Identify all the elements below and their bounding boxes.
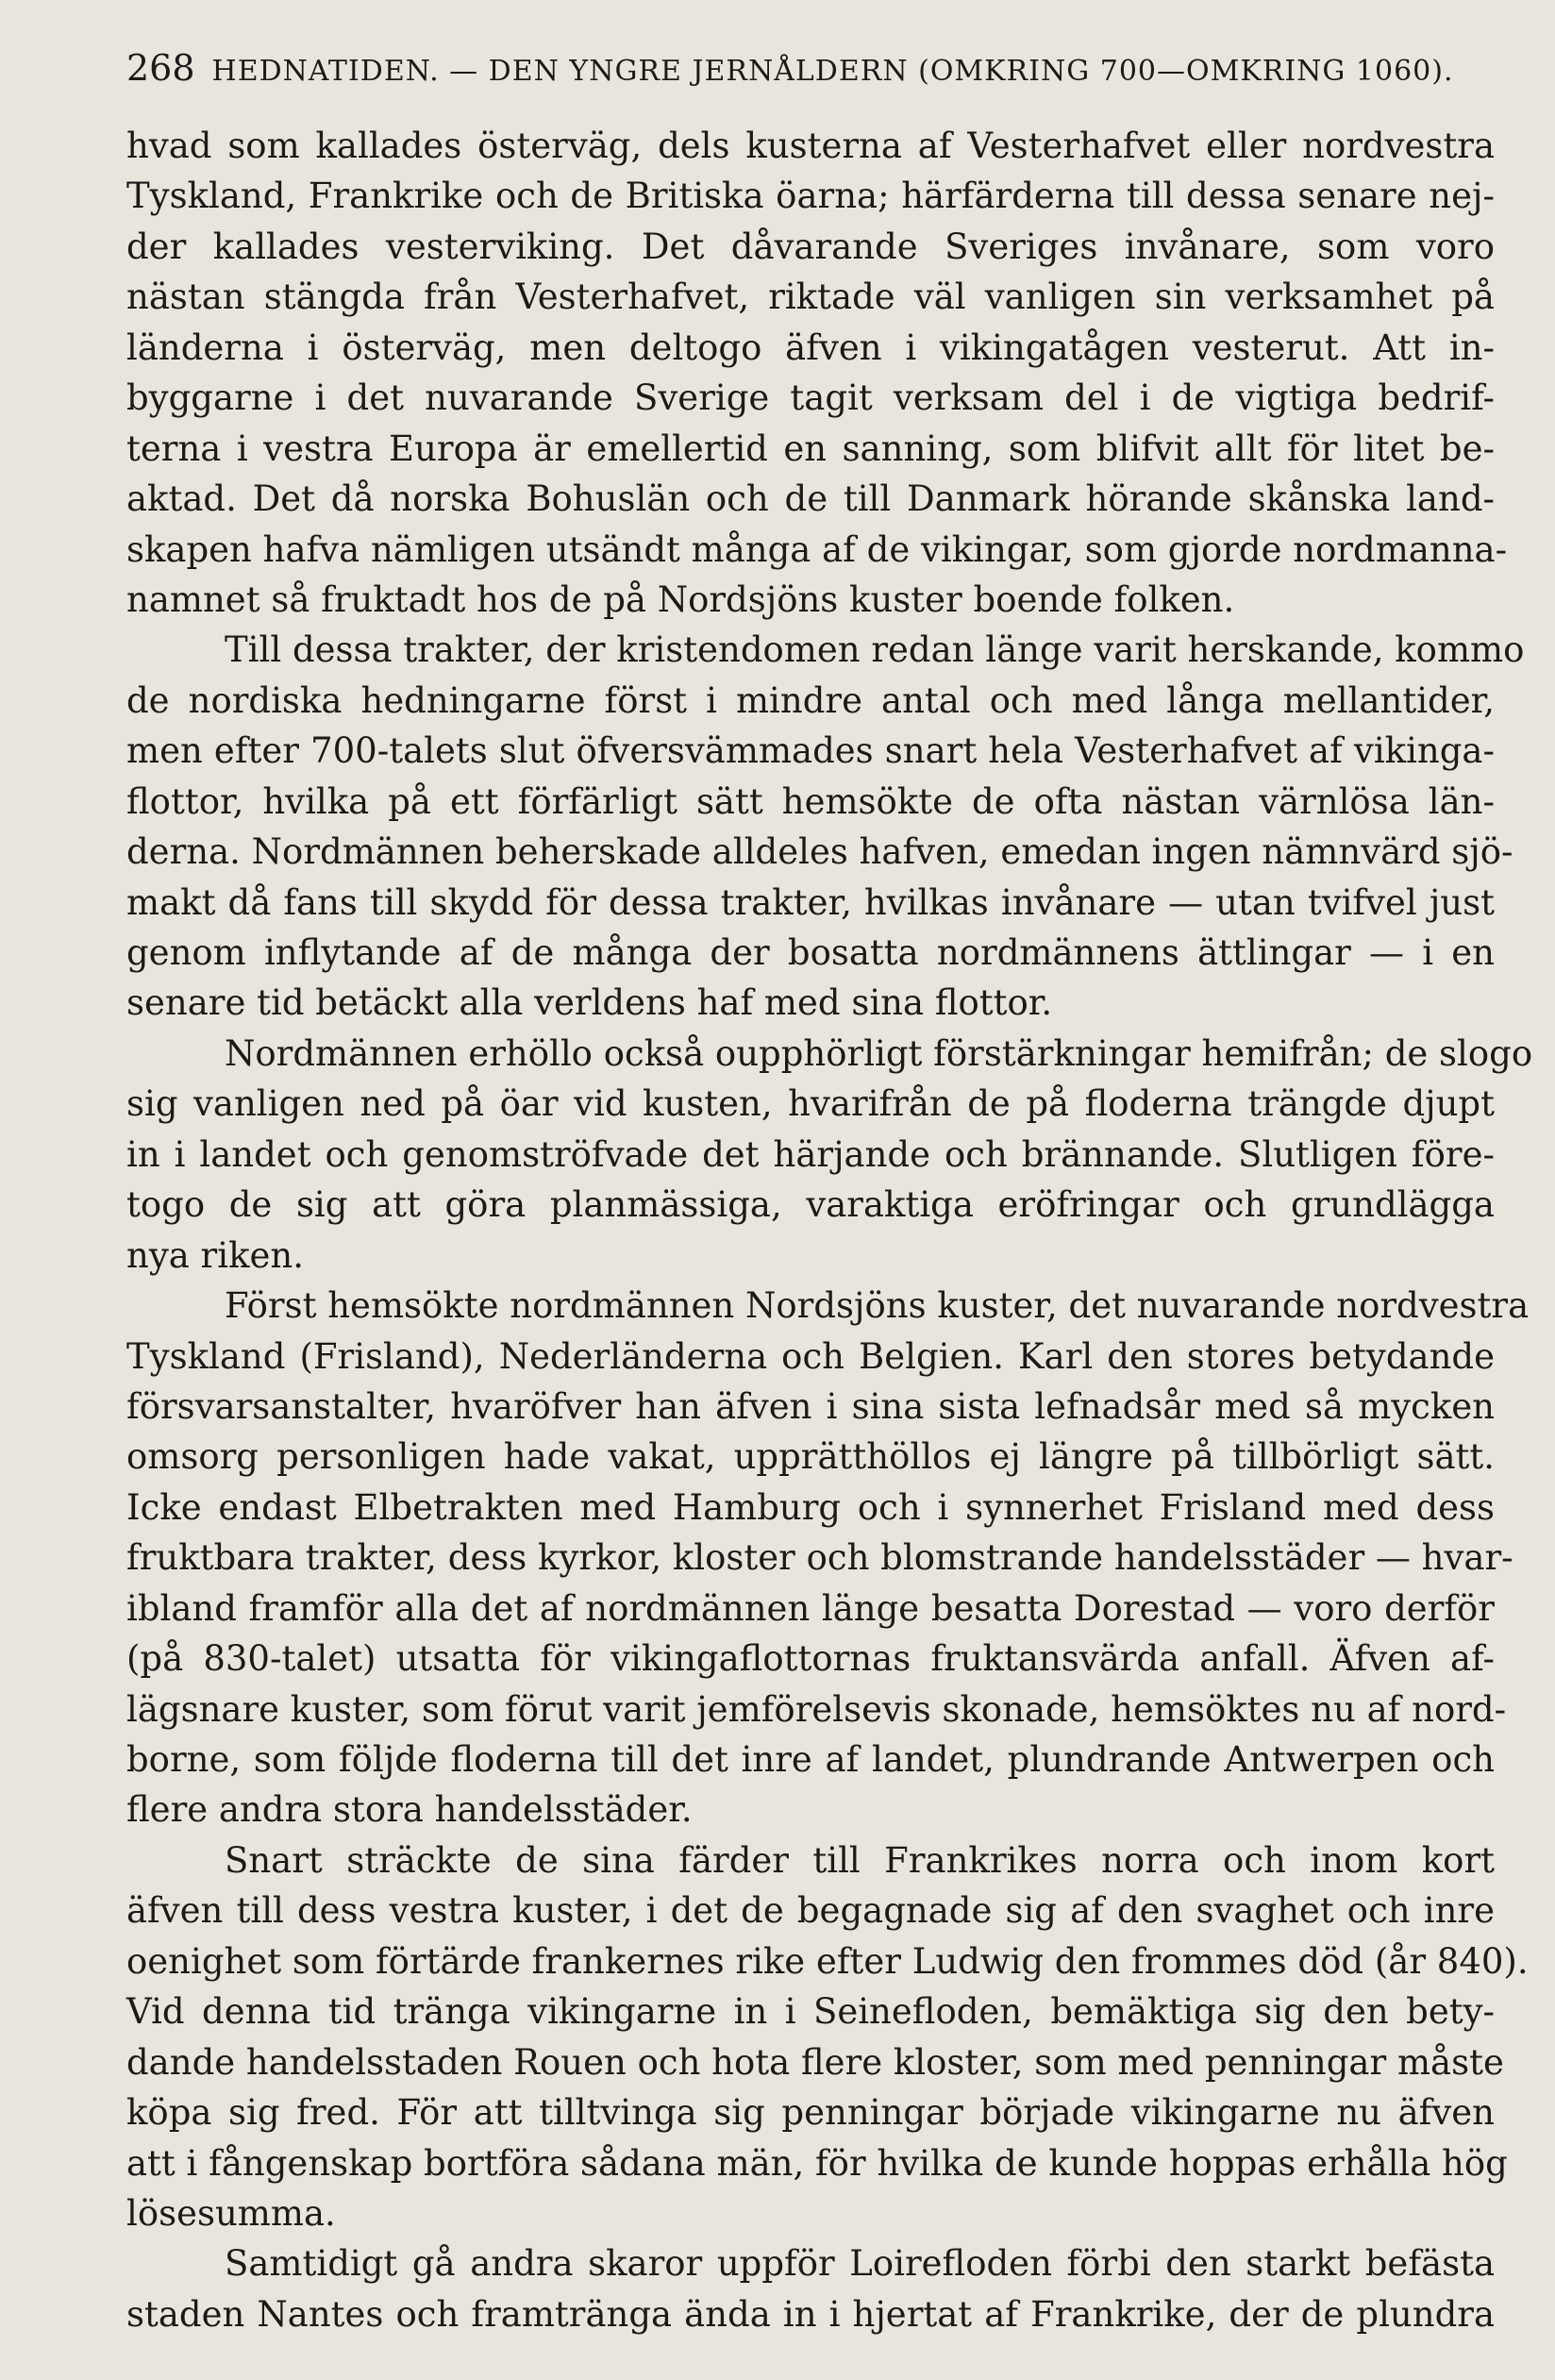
text-line: Tyskland (Frisland), Nederländerna och Belgien. Karl den stores betydande	[126, 1335, 1495, 1377]
text-line: in i landet och genomströfvade det härjande och brännande. Slutligen före-	[126, 1133, 1495, 1175]
text-line: genom inflytande af de många der bosatta nordmännens ättlingar — i en	[126, 932, 1495, 973]
text-line: försvarsanstalter, hvaröfver han äfven i sina sista lefnadsår med så mycken	[126, 1385, 1495, 1427]
text-line: äfven till dess vestra kuster, i det de begagnade sig af den svaghet och inre	[126, 1890, 1495, 1932]
text-line: Vid denna tid tränga vikingarne in i Seinefloden, bemäktiga sig den bety-	[126, 1991, 1495, 2033]
text-line: aktad. Det då norska Bohuslän och de till Danmark hörande skånska land-	[126, 478, 1495, 520]
text-line: Nordmännen erhöllo också oupphörligt förstärkningar hemifrån; de slogo	[225, 1032, 1533, 1074]
text-line: terna i vestra Europa är emellertid en sanning, som blifvit allt för litet be-	[126, 427, 1495, 469]
text-line: namnet så fruktadt hos de på Nordsjöns kuster boende folken.	[126, 578, 1235, 620]
running-title: HEDNATIDEN. — DEN YNGRE JERNÅLDERN (OMKRING 700—OMKRING 1060).	[211, 55, 1454, 88]
text-line: Först hemsökte nordmännen Nordsjöns kuster, det nuvarande nordvestra	[225, 1285, 1530, 1327]
text-line: nya riken.	[126, 1234, 304, 1276]
text-line: men efter 700-talets slut öfversvämmades snart hela Vesterhafvet af vikinga-	[126, 730, 1495, 772]
text-line: sig vanligen ned på öar vid kusten, hvarifrån de på floderna trängde djupt	[126, 1083, 1495, 1125]
text-line: länderna i österväg, men deltogo äfven i vikingatågen vesterut. Att in-	[126, 327, 1495, 368]
text-line: makt då fans till skydd för dessa trakter, hvilkas invånare — utan tvifvel just	[126, 881, 1495, 923]
body-text	[126, 121, 1533, 2339]
text-line: Snart sträckte de sina färder till Frankrikes norra och inom kort	[225, 1839, 1495, 1881]
text-line: att i fångenskap bortföra sådana män, för hvilka de kunde hoppas erhålla hög	[126, 2142, 1508, 2184]
text-line: Samtidigt gå andra skaror uppför Loirefloden förbi den starkt befästa	[225, 2243, 1495, 2285]
text-line: skapen hafva nämligen utsändt många af de vikingar, som gjorde nordmanna-	[126, 528, 1508, 570]
text-line: Icke endast Elbetrakten med Hamburg och i synnerhet Frisland med dess	[126, 1486, 1495, 1528]
page-number: 268	[126, 47, 195, 89]
text-line: derna. Nordmännen beherskade alldeles hafven, emedan ingen nämnvärd sjö-	[126, 831, 1513, 873]
text-line: omsorg personligen hade vakat, upprätthöllos ej längre på tillbörligt sätt.	[126, 1436, 1495, 1478]
text-line: staden Nantes och framtränga ända in i hjertat af Frankrike, der de plundra	[126, 2293, 1495, 2335]
text-line: hvad som kallades österväg, dels kusterna af Vesterhafvet eller nordvestra	[126, 126, 1495, 166]
text-line: lägsnare kuster, som förut varit jemförelsevis skonade, hemsöktes nu af nord-	[126, 1688, 1507, 1730]
text-line: köpa sig fred. För att tilltvinga sig penningar började vikingarne nu äfven	[126, 2092, 1495, 2134]
text-line: Till dessa trakter, der kristendomen redan länge varit herskande, kommo	[225, 629, 1525, 671]
text-line: borne, som följde floderna till det inre af landet, plundrande Antwerpen och	[126, 1739, 1495, 1780]
text-line: togo de sig att göra planmässiga, varaktiga eröfringar och grundlägga	[126, 1184, 1495, 1226]
text-line: flottor, hvilka på ett förfärligt sätt hemsökte de ofta nästan värnlösa län-	[126, 780, 1495, 822]
text-line: Tyskland, Frankrike och de Britiska öarna; härfärderna till dessa senare nej-	[126, 176, 1495, 217]
text-line: ibland framför alla det af nordmännen länge besatta Dorestad — voro derför	[126, 1587, 1495, 1629]
text-line: oenighet som förtärde frankernes rike efter Ludwig den frommes död (år 840).	[126, 1940, 1529, 1982]
text-line: de nordiska hedningarne först i mindre antal och med långa mellantider,	[126, 679, 1495, 721]
text-line: flere andra stora handelsstäder.	[126, 1789, 693, 1831]
text-line: der kallades vesterviking. Det dåvarande Sveriges invånare, som voro	[126, 226, 1495, 267]
text-line: fruktbara trakter, dess kyrkor, kloster och blomstrande handelsstäder — hvar-	[126, 1537, 1513, 1579]
text-line: byggarne i det nuvarande Sverige tagit verksam del i de vigtiga bedrif-	[126, 377, 1495, 419]
text-line: (på 830-talet) utsatta för vikingaflottornas fruktansvärda anfall. Äfven af-	[126, 1638, 1495, 1680]
text-line: dande handelsstaden Rouen och hota flere kloster, som med penningar måste	[126, 2041, 1504, 2083]
running-header	[126, 47, 1485, 89]
text-line: lösesumma.	[126, 2192, 336, 2234]
text-line: nästan stängda från Vesterhafvet, riktade väl vanligen sin verksamhet på	[126, 277, 1495, 318]
text-line: senare tid betäckt alla verldens haf med sina flottor.	[126, 982, 1053, 1024]
